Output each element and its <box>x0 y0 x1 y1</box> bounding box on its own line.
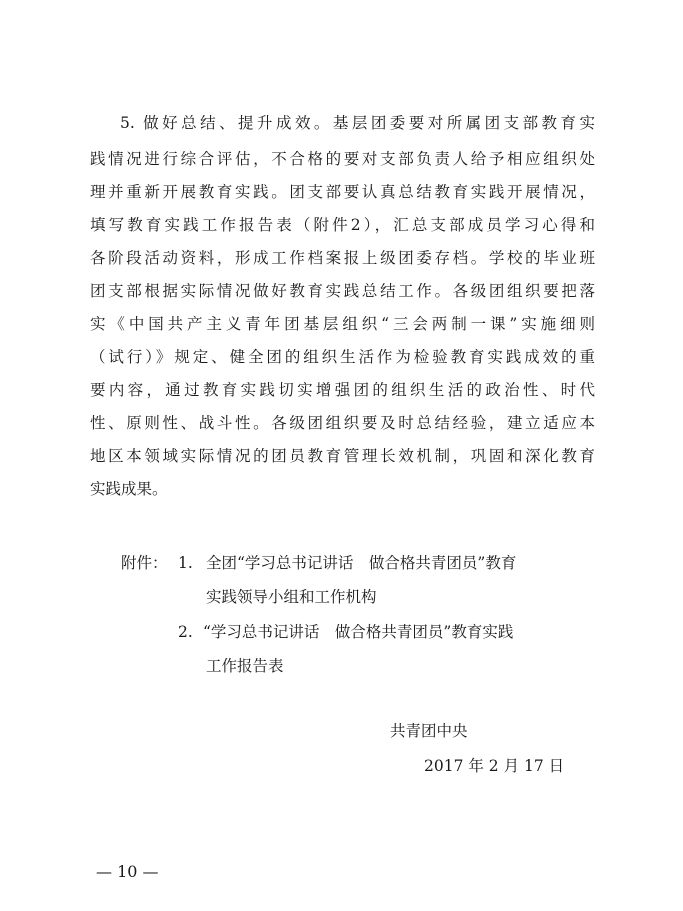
attachment-number: 1. <box>178 554 193 572</box>
paragraph-line: 地区本领域实际情况的团员教育管理长效机制，巩固和深化教育 <box>90 447 595 465</box>
paragraph-line: 实《中国共产主义青年团基层组织“三会两制一课”实施细则 <box>90 315 595 333</box>
paragraph-line: 实践成果。 <box>90 480 168 498</box>
attachments-label: 附件： <box>121 554 168 572</box>
attachment-number: 2. <box>178 623 193 641</box>
issuing-organization: 共青团中央 <box>390 722 468 740</box>
paragraph-line: 理并重新开展教育实践。团支部要认真总结教育实践开展情况， <box>90 183 595 201</box>
attachment-title: 工作报告表 <box>206 657 284 675</box>
paragraph-line: （试行）》规定、健全团的组织生活作为检验教育实践成效的重 <box>90 348 595 366</box>
paragraph-line: 团支部根据实际情况做好教育实践总结工作。各级团组织要把落 <box>90 282 595 300</box>
attachment-title: 全团“学习总书记讲话 做合格共青团员”教育 <box>206 554 517 572</box>
paragraph-line: 5. 做好总结、提升成效。基层团委要对所属团支部教育实 <box>120 114 595 132</box>
paragraph-line: 填写教育实践工作报告表（附件2），汇总支部成员学习心得和 <box>90 216 595 234</box>
attachment-title: “学习总书记讲话 做合格共青团员”教育实践 <box>203 623 514 641</box>
issue-date: 2017 年 2 月 17 日 <box>424 757 565 775</box>
paragraph-line: 各阶段活动资料，形成工作档案报上级团委存档。学校的毕业班 <box>90 249 595 267</box>
paragraph-line: 性、原则性、战斗性。各级团组织要及时总结经验，建立适应本 <box>90 414 595 432</box>
page-number: — 10 — <box>96 862 159 881</box>
paragraph-line: 践情况进行综合评估，不合格的要对支部负责人给予相应组织处 <box>90 150 595 168</box>
attachment-title: 实践领导小组和工作机构 <box>206 588 377 606</box>
paragraph-line: 要内容，通过教育实践切实增强团的组织生活的政治性、时代 <box>90 381 595 399</box>
